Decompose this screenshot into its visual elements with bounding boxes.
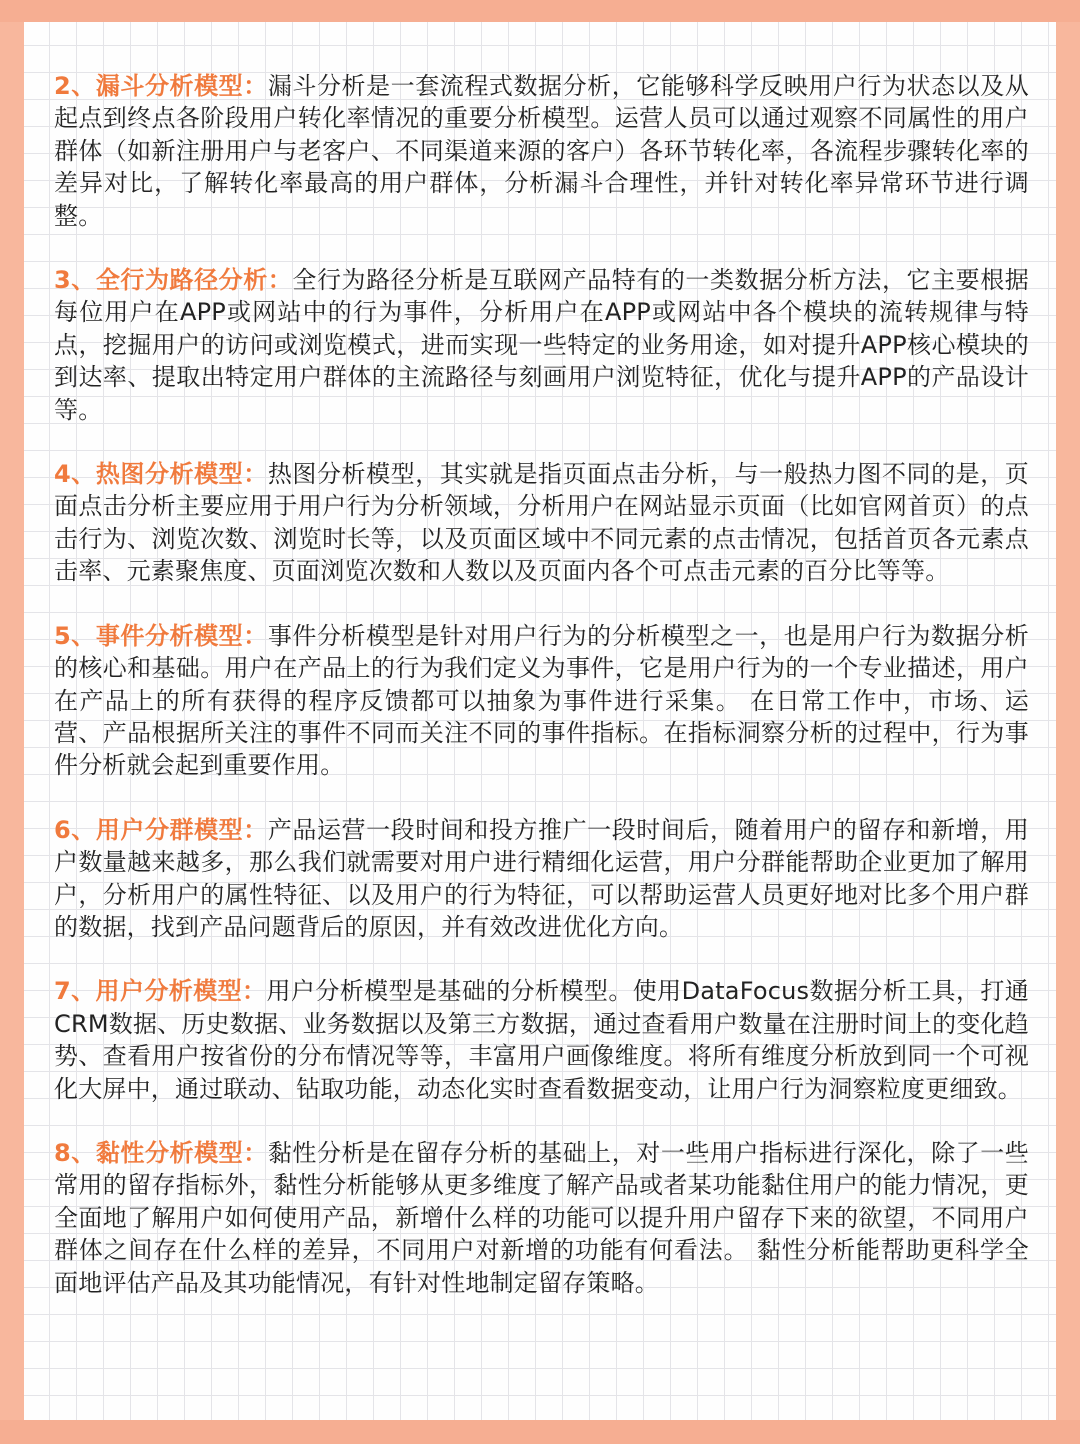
- section-title: 全行为路径分析：: [95, 266, 293, 295]
- section-title: 用户分析模型：: [95, 977, 267, 1006]
- section-body: 漏斗分析是一套流程式数据分析，它能够科学反映用户行为状态以及从起点到终点各阶段用户转化率情况的重要分析模型。运营人员可以通过观察不同属性的用户群体（如新注册用户与老客户、不同渠道来源的客户）各环节转化率，各流程步骤转化率的差异对比，了解转化率最高的用户群体，分析漏斗合理性，并针对转化率异常环节进行调整。: [54, 72, 1029, 230]
- section-body: 事件分析模型是针对用户行为的分析模型之一，也是用户行为数据分析的核心和基础。用户在产品上的行为我们定义为事件，它是用户行为的一个专业描述，用户在产品上的所有获得的程序反馈都可以抽象为事件进行采集。 在日常工作中，市场、运营、产品根据所关注的事件不同而关注不同的事件指标。在指标洞察分析的过程中，行为事件分析就会起到重要作用。: [54, 621, 1029, 780]
- section-body: 黏性分析是在留存分析的基础上，对一些用户指标进行深化，除了一些常用的留存指标外，黏性分析能够从更多维度了解产品或者某功能黏住用户的能力情况，更全面地了解用户如何使用产品，新增什么样的功能可以提升用户留存下来的欲望，不同用户群体之间存在什么样的差异，不同用户对新增的功能有何看法。 黏性分析能帮助更科学全面地评估产品及其功能情况，有针对性地制定留存策略。: [54, 1138, 1029, 1297]
- section-title: 黏性分析模型：: [95, 1138, 268, 1167]
- section-title: 用户分群模型：: [95, 815, 268, 844]
- section-path-analysis: [54, 264, 1029, 426]
- section-number: 3、: [54, 266, 96, 295]
- article-content: [54, 70, 1029, 1331]
- grid-paper: [24, 22, 1056, 1420]
- top-border: [0, 0, 1080, 22]
- section-body: 用户分析模型是基础的分析模型。使用DataFocus数据分析工具，打通CRM数据、历史数据、业务数据以及第三方数据，通过查看用户数量在注册时间上的变化趋势、查看用户按省份的分布情况等等，丰富用户画像维度。将所有维度分析放到同一个可视化大屏中，通过联动、钻取功能，动态化实时查看数据变动，让用户行为洞察粒度更细致。: [54, 977, 1029, 1103]
- section-body: 产品运营一段时间和投方推广一段时间后，随着用户的留存和新增，用户数量越来越多，那么我们就需要对用户进行精细化运营，用户分群能帮助企业更加了解用户，分析用户的属性特征、以及用户的行为特征，可以帮助运营人员更好地对比多个用户群的数据，找到产品问题背后的原因，并有效改进优化方向。: [54, 815, 1029, 941]
- section-number: 7、: [54, 977, 96, 1006]
- section-number: 2、: [54, 72, 96, 100]
- section-title: 漏斗分析模型：: [95, 72, 268, 100]
- section-funnel-model: [54, 70, 1029, 232]
- section-heatmap-model: [54, 458, 1029, 588]
- section-user-analysis: [54, 975, 1029, 1105]
- section-body: 全行为路径分析是互联网产品特有的一类数据分析方法，它主要根据每位用户在APP或网站中的行为事件，分析用户在APP或网站中各个模块的流转规律与特点，挖掘用户的访问或浏览模式，进而实现一些特定的业务用途，如对提升APP核心模块的到达率、提取出特定用户群体的主流路径与刻画用户浏览特征，优化与提升APP的产品设计等。: [54, 266, 1029, 424]
- section-body: 热图分析模型，其实就是指页面点击分析，与一般热力图不同的是，页面点击分析主要应用于用户行为分析领域，分析用户在网站显示页面（比如官网首页）的点击行为、浏览次数、浏览时长等，以及页面区域中不同元素的点击情况，包括首页各元素点击率、元素聚焦度、页面浏览次数和人数以及页面内各个可点击元素的百分比等等。: [54, 460, 1029, 586]
- section-number: 5、: [54, 621, 96, 650]
- section-title: 热图分析模型：: [95, 460, 268, 489]
- section-number: 6、: [54, 815, 96, 844]
- section-number: 8、: [54, 1138, 96, 1167]
- section-stickiness-model: [54, 1137, 1029, 1299]
- section-event-model: [54, 620, 1029, 782]
- section-title: 事件分析模型：: [95, 621, 268, 650]
- section-number: 4、: [54, 460, 96, 489]
- section-user-segmentation: [54, 814, 1029, 944]
- bottom-border: [0, 1420, 1080, 1444]
